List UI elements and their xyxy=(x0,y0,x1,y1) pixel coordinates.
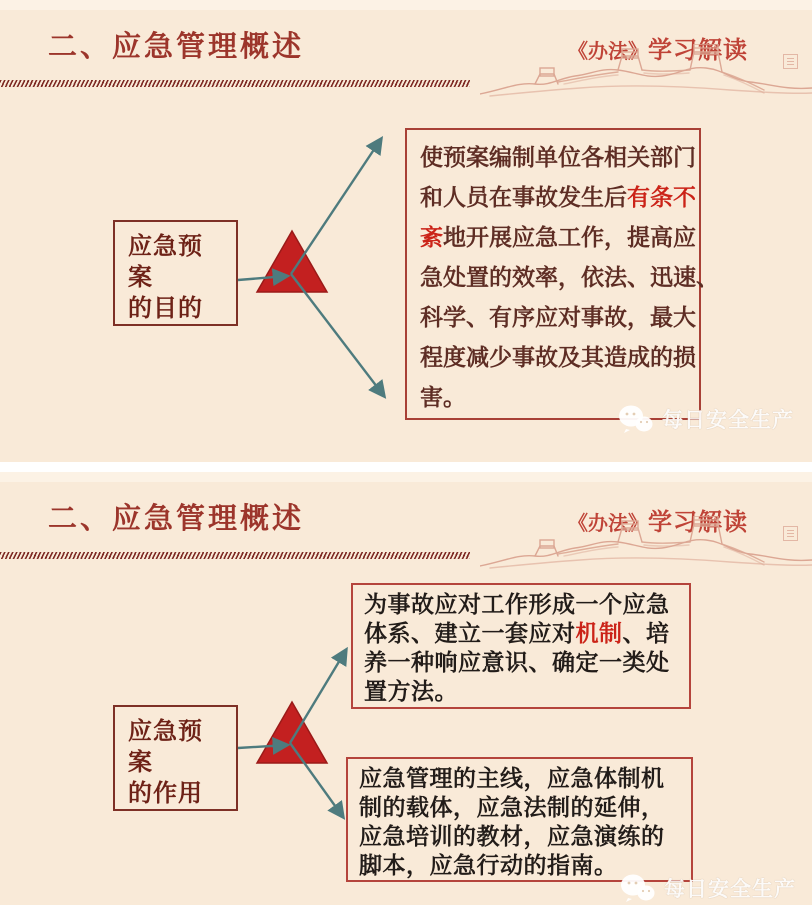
concept-box-purpose xyxy=(113,220,238,326)
slide-title: 二、应急管理概述 xyxy=(48,31,305,63)
concept-line: 案 xyxy=(128,749,153,776)
text-line xyxy=(420,257,719,297)
text-line xyxy=(359,822,683,851)
highlighted-text: 机制 xyxy=(575,620,623,646)
badge-suffix: 学习解读 xyxy=(648,509,748,536)
text-segment: 脚本，应急行动的指南。 xyxy=(359,852,618,878)
text-segment: 急处置的效率，依法、迅速、 xyxy=(420,264,719,290)
seal-icon xyxy=(783,54,798,69)
text-line xyxy=(364,590,681,619)
watermark xyxy=(618,403,794,435)
hatched-divider xyxy=(0,80,470,87)
slide-role xyxy=(0,472,812,905)
great-wall-illustration-icon xyxy=(480,516,812,572)
badge-prefix: 《办法》 xyxy=(568,41,648,63)
watermark xyxy=(620,872,796,904)
slide-title: 二、应急管理概述 xyxy=(48,503,305,535)
text-segment: 程度减少事故及其造成的损 xyxy=(420,344,696,370)
concept-line: 应急预 xyxy=(128,718,203,745)
badge-suffix: 学习解读 xyxy=(648,37,748,64)
text-segment: 害。 xyxy=(420,384,466,410)
badge-prefix: 《办法》 xyxy=(568,513,648,535)
highlighted-text: 紊 xyxy=(420,224,443,250)
role-text-box xyxy=(346,757,693,882)
concept-line: 案 xyxy=(128,264,153,291)
concept-box-role xyxy=(113,705,238,811)
text-segment: 置方法。 xyxy=(364,678,458,704)
text-line xyxy=(420,177,696,217)
concept-line: 的作用 xyxy=(128,780,203,807)
wechat-icon xyxy=(618,403,654,435)
text-segment: 和人员在事故发生后 xyxy=(420,184,627,210)
slide-top-sheen xyxy=(0,0,812,10)
text-line xyxy=(364,648,681,677)
text-segment: 地开展应急工作，提高应 xyxy=(443,224,696,250)
highlighted-text: 有条不 xyxy=(627,184,696,210)
hatched-divider xyxy=(0,552,470,559)
text-segment: 制的载体，应急法制的延伸， xyxy=(359,794,665,820)
text-segment: 科学、有序应对事故，最大 xyxy=(420,304,696,330)
text-segment: 养一种响应意识、确定一类处 xyxy=(364,649,670,675)
text-segment: 、培 xyxy=(622,620,670,646)
text-line xyxy=(420,337,696,377)
text-segment: 体系、建立一套应对 xyxy=(364,620,576,646)
text-line xyxy=(359,793,683,822)
watermark-label: 每日安全生产 xyxy=(664,878,796,901)
slide-top-sheen xyxy=(0,472,812,482)
seal-icon xyxy=(783,526,798,541)
text-line xyxy=(420,137,696,177)
wechat-icon xyxy=(620,872,656,904)
great-wall-illustration-icon xyxy=(480,44,812,100)
text-segment: 为事故应对工作形成一个应急 xyxy=(364,591,670,617)
text-line xyxy=(359,764,683,793)
red-triangle-icon xyxy=(257,702,327,763)
system-text-box xyxy=(351,583,691,709)
text-line xyxy=(420,217,696,257)
text-segment: 应急培训的教材，应急演练的 xyxy=(359,823,665,849)
text-line xyxy=(364,677,681,706)
purpose-text-box xyxy=(405,128,719,420)
text-segment: 应急管理的主线，应急体制机 xyxy=(359,765,665,791)
watermark-label: 每日安全生产 xyxy=(662,409,794,432)
red-triangle-icon xyxy=(257,231,327,292)
text-segment: 使预案编制单位各相关部门 xyxy=(420,144,696,170)
text-line xyxy=(420,297,696,337)
concept-line: 的目的 xyxy=(128,295,203,322)
text-line xyxy=(364,619,681,648)
concept-line: 应急预 xyxy=(128,233,203,260)
